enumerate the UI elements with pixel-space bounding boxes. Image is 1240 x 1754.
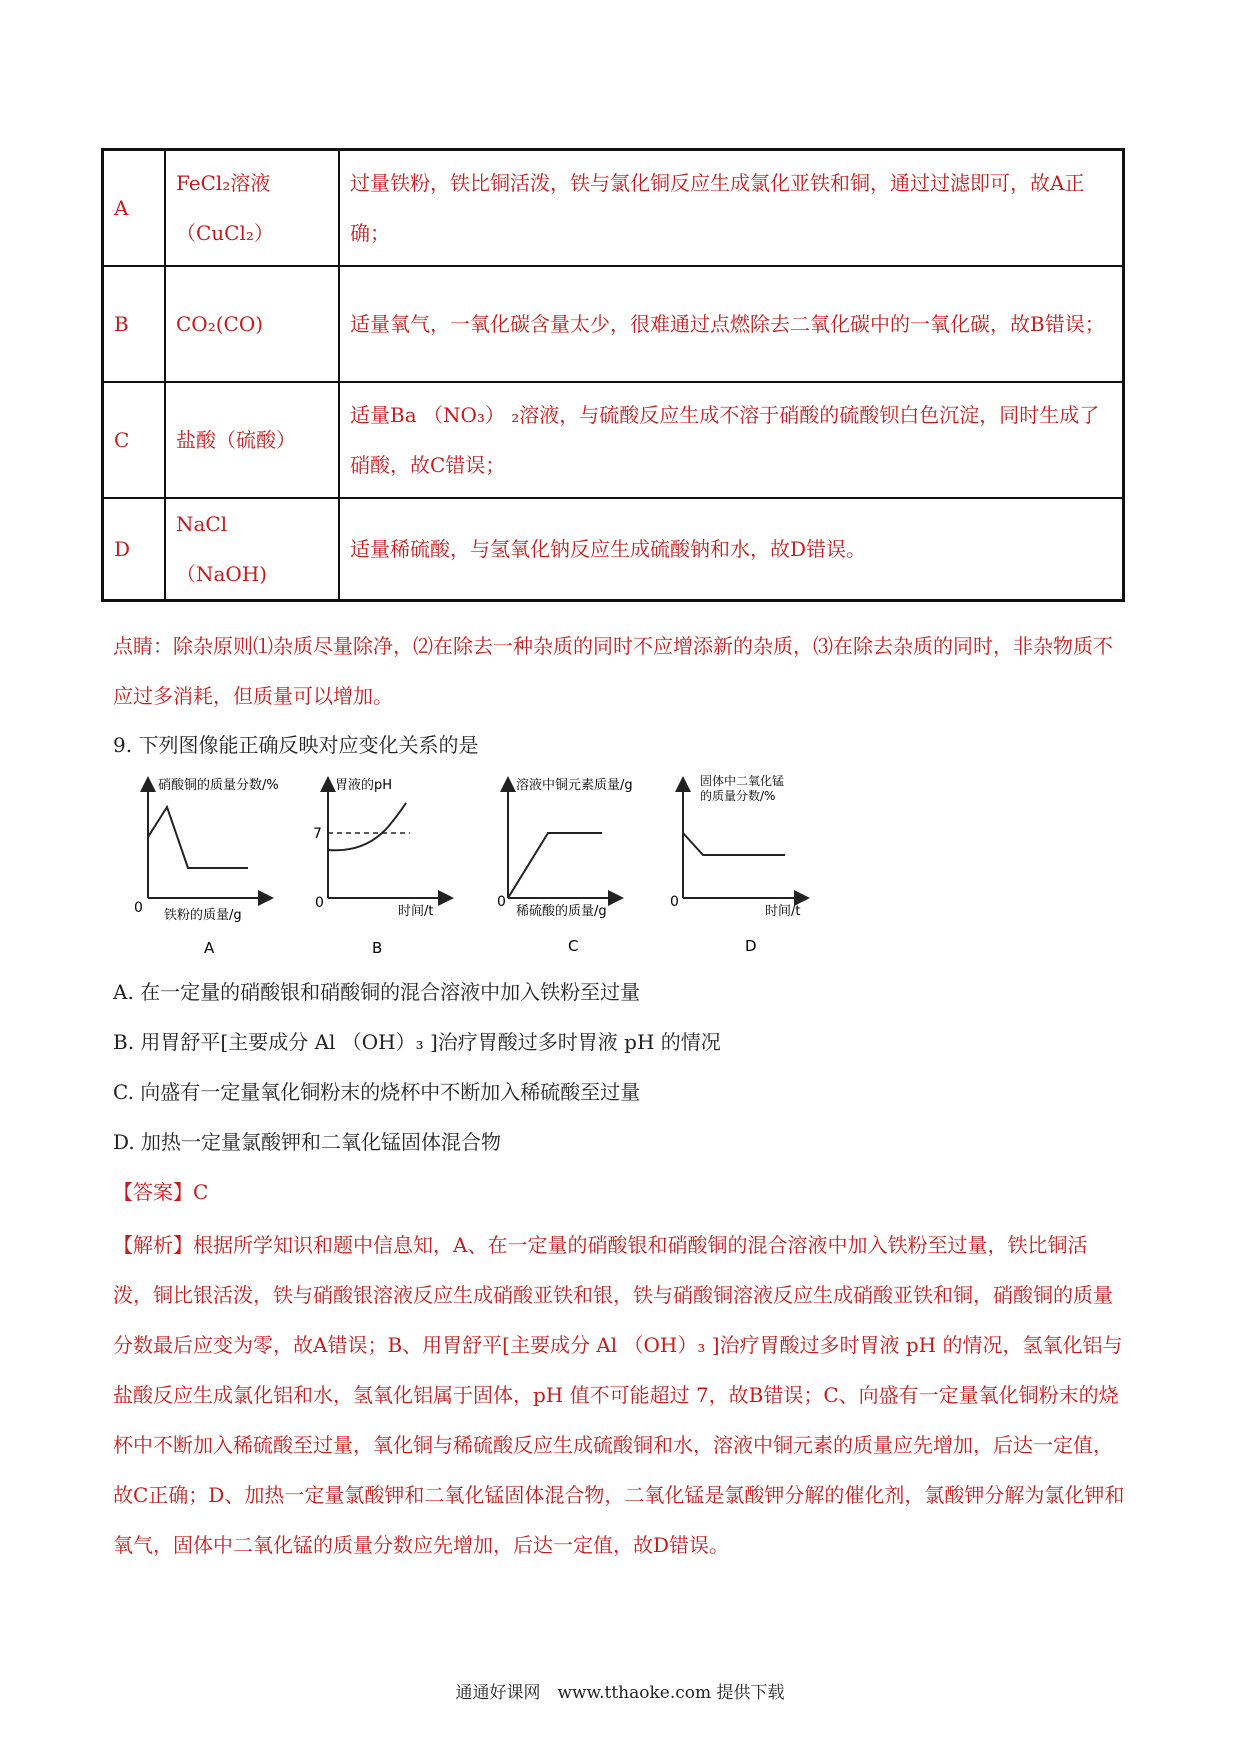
graph-d-ylabel-line1: 固体中二氧化锰	[700, 775, 785, 788]
row-substance: CO₂(CO)	[165, 266, 339, 382]
row-substance: 盐酸（硫酸）	[165, 382, 339, 498]
graph-a-curve	[148, 807, 248, 868]
graph-a	[134, 777, 279, 957]
table-row	[103, 498, 1124, 601]
option-d: D. 加热一定量氯酸钾和二氧化锰固体混合物	[113, 1130, 502, 1154]
graph-b-curve	[328, 803, 406, 850]
option-b: B. 用胃舒平[主要成分 Al （OH）₃ ]治疗胃酸过多时胃液 pH 的情况	[113, 1030, 721, 1054]
graph-a-xlabel: 铁粉的质量/g	[164, 908, 242, 923]
graph-a-ylabel: 硝酸铜的质量分数/%	[158, 778, 279, 793]
graph-c-label: C	[568, 937, 579, 955]
graph-c-ylabel: 溶液中铜元素质量/g	[516, 778, 633, 793]
answer: 【答案】C	[113, 1180, 209, 1204]
row-explanation: 适量氧气，一氧化碳含量太少，很难通过点燃除去二氧化碳中的一氧化碳，故B错误；	[339, 266, 1124, 382]
row-explanation: 适量稀硫酸，与氢氧化钠反应生成硫酸钠和水，故D错误。	[339, 498, 1124, 601]
graph-c-curve	[508, 833, 602, 898]
key-point-note: 点睛：除杂原则⑴杂质尽量除净，⑵在除去一种杂质的同时不应增添新的杂质，⑶在除去杂质的同时，非杂物质不应过多消耗，但质量可以增加。	[113, 634, 1113, 708]
graph-d	[670, 775, 806, 955]
question-stem: 9. 下列图像能正确反映对应变化关系的是	[113, 733, 479, 757]
graph-b-ylabel: 胃液的pH	[335, 778, 393, 793]
row-letter: A	[103, 150, 166, 267]
graph-b-xlabel: 时间/t	[398, 904, 434, 919]
options-table	[101, 148, 1125, 602]
graph-c	[497, 777, 633, 955]
row-letter: C	[103, 382, 166, 498]
graph-d-xlabel: 时间/t	[765, 904, 801, 919]
row-explanation: 过量铁粉，铁比铜活泼，铁与氯化铜反应生成氯化亚铁和铜，通过过滤即可，故A正确；	[339, 150, 1124, 267]
graph-c-origin: 0	[497, 894, 506, 910]
row-letter: D	[103, 498, 166, 601]
graph-b-origin: 0	[315, 895, 324, 911]
table-row	[103, 266, 1124, 382]
table-row	[103, 382, 1124, 498]
table-row	[103, 150, 1124, 267]
graph-a-label: A	[204, 939, 215, 957]
graphs-figure	[120, 775, 860, 960]
graph-d-ylabel-line2: 的质量分数/%	[700, 789, 776, 803]
graph-b	[313, 777, 450, 957]
row-substance: NaCl （NaOH)	[165, 498, 339, 601]
page-footer: 通通好课网 www.tthaoke.com 提供下载	[455, 1683, 785, 1703]
analysis: 【解析】根据所学知识和题中信息知，A、在一定量的硝酸银和硝酸铜的混合溶液中加入铁粉至过量，铁比铜活泼，铜比银活泼，铁与硝酸银溶液反应生成硝酸亚铁和银，铁与硝酸铜溶液反应生成硝酸亚铁和铜，硝酸铜的质量分数最后应变为零，故A错误；B、用胃舒平[主要成分 Al （OH）₃ ]治疗胃酸过多时胃液 pH 的情况，氢氧化铝与盐酸反应生成氯化铝和水，氢氧化铝属于固体，pH 值不可能超过 7，故B错误；C、向盛有一定量氧化铜粉末的烧杯中不断加入稀硫酸至过量，氧化铜与稀硫酸反应生成硫酸铜和水，溶液中铜元素的质量应先增加，后达一定值，故C正确；D、加热一定量氯酸钾和二氧化锰固体混合物，二氧化锰是氯酸钾分解的催化剂，氯酸钾分解为氯化钾和氧气，固体中二氧化锰的质量分数应先增加，后达一定值，故D错误。	[113, 1233, 1125, 1557]
row-letter: B	[103, 266, 166, 382]
option-c: C. 向盛有一定量氧化铜粉末的烧杯中不断加入稀硫酸至过量	[113, 1080, 641, 1104]
row-explanation: 适量Ba （NO₃） ₂溶液，与硫酸反应生成不溶于硝酸的硫酸钡白色沉淀，同时生成了硝酸，故C错误；	[339, 382, 1124, 498]
graph-d-curve	[683, 833, 785, 855]
row-substance: FeCl₂溶液（CuCl₂）	[165, 150, 339, 267]
graph-b-label: B	[372, 939, 383, 957]
graph-b-ref-label: 7	[313, 826, 322, 842]
graph-d-label: D	[745, 937, 757, 955]
question-graphs	[120, 775, 860, 960]
graph-c-xlabel: 稀硫酸的质量/g	[516, 904, 607, 919]
graph-d-origin: 0	[670, 894, 679, 910]
graph-a-origin: 0	[134, 900, 143, 916]
option-a: A. 在一定量的硝酸银和硝酸铜的混合溶液中加入铁粉至过量	[113, 980, 641, 1004]
